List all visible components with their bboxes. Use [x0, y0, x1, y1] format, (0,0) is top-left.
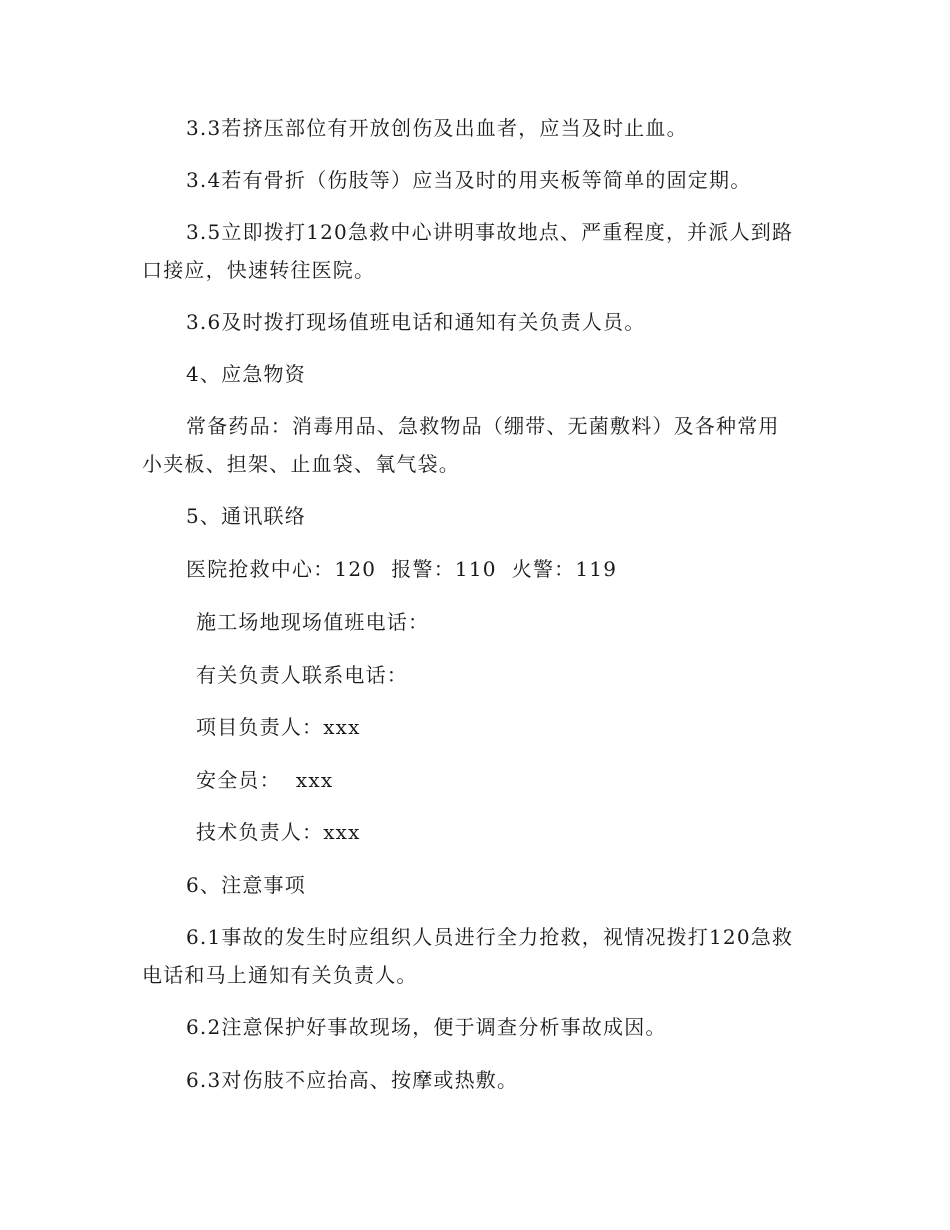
supplies-line1: 常备药品：消毒用品、急救物品（绷带、无菌敷料）及各种常用 — [186, 414, 780, 438]
paragraph-3-5-line1: 3.5立即拨打120急救中心讲明事故地点、严重程度，并派人到路 — [186, 220, 794, 244]
paragraph-3-6: 3.6及时拨打现场值班电话和通知有关负责人员。 — [186, 310, 646, 334]
paragraph-3-5-line2: 口接应，快速转往医院。 — [142, 258, 376, 282]
paragraph-3-3: 3.3若挤压部位有开放创伤及出血者，应当及时止血。 — [186, 116, 688, 140]
responsible-contacts: 有关负责人联系电话： — [196, 663, 408, 687]
paragraph-6-1-line2: 电话和马上通知有关负责人。 — [142, 963, 418, 987]
supplies-line2: 小夹板、担架、止血袋、氧气袋。 — [142, 452, 460, 476]
technical-lead: 技术负责人：xxx — [196, 820, 361, 844]
emergency-numbers: 医院抢救中心：120 报警：110 火警：119 — [186, 557, 618, 581]
safety-officer: 安全员： xxx — [196, 768, 334, 792]
paragraph-3-4: 3.4若有骨折（伤肢等）应当及时的用夹板等简单的固定期。 — [186, 168, 752, 192]
heading-emergency-supplies: 4、应急物资 — [186, 362, 306, 386]
paragraph-6-3: 6.3对伤肢不应抬高、按摩或热敷。 — [186, 1068, 519, 1092]
heading-communication: 5、通讯联络 — [186, 504, 306, 528]
site-duty-phone: 施工场地现场值班电话： — [196, 610, 430, 634]
paragraph-6-1-line1: 6.1事故的发生时应组织人员进行全力抢救，视情况拨打120急救 — [186, 925, 794, 949]
paragraph-6-2: 6.2注意保护好事故现场，便于调查分析事故成因。 — [186, 1015, 667, 1039]
project-manager: 项目负责人：xxx — [196, 715, 361, 739]
heading-precautions: 6、注意事项 — [186, 873, 306, 897]
